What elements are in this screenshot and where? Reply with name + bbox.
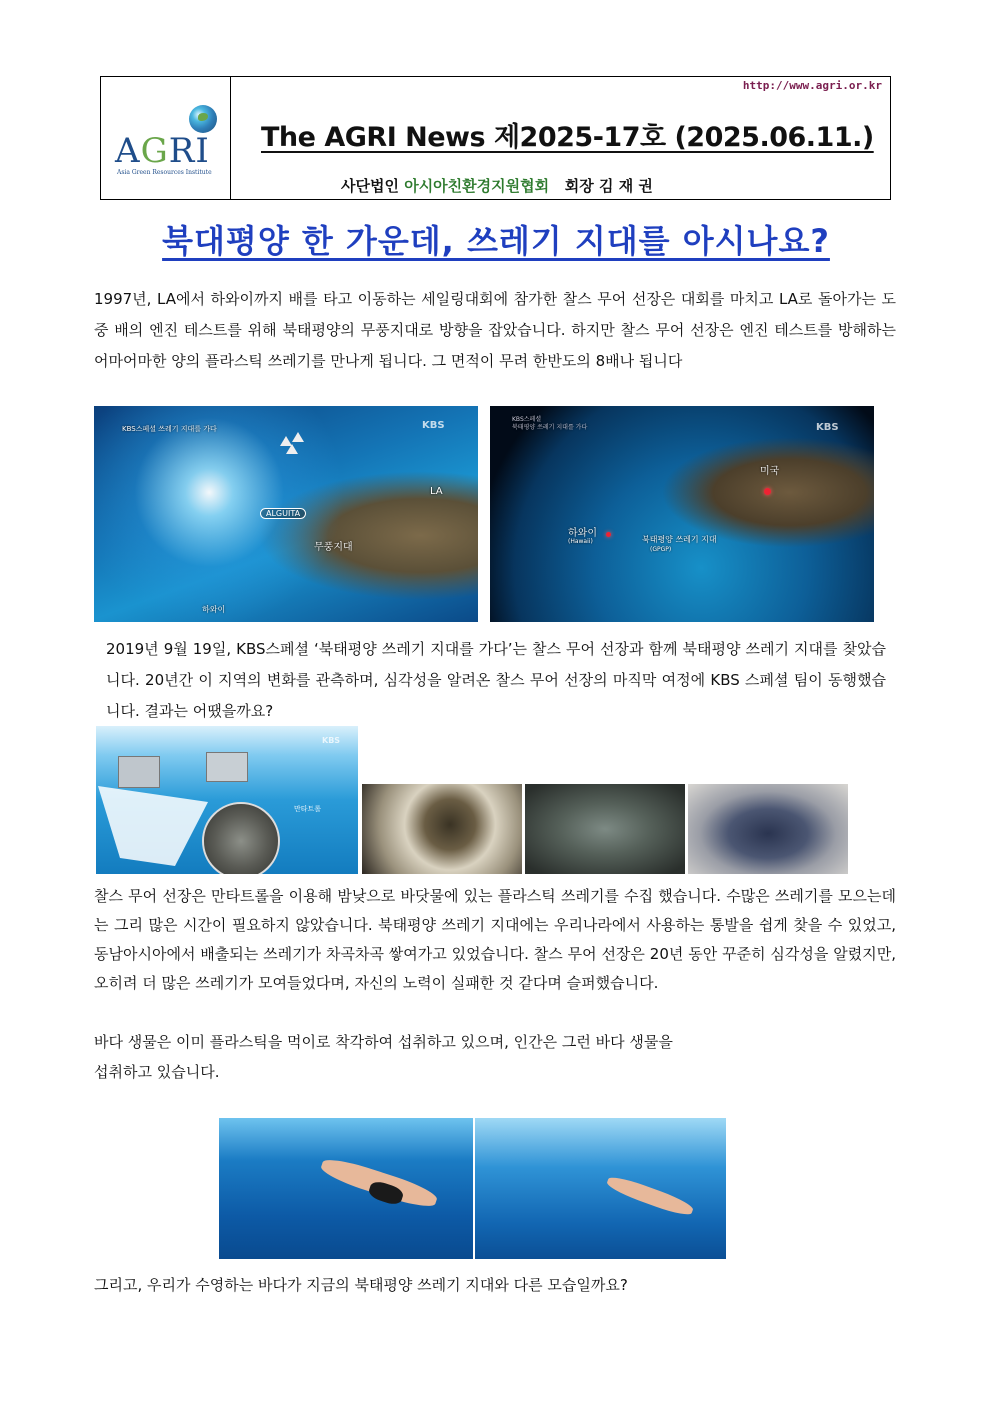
kbs-watermark: KBS bbox=[816, 422, 839, 433]
swimmer-image-1 bbox=[219, 1118, 473, 1259]
headline: 북대평양 한 가운데, 쓰레기 지대를 아시나요? bbox=[162, 222, 830, 260]
logo-subtitle: Asia Green Resources Institute bbox=[117, 169, 212, 176]
plastic-sample-inset bbox=[202, 802, 280, 874]
org-line bbox=[341, 175, 653, 196]
plastic-pile-image bbox=[688, 784, 848, 874]
map-caption: 북태평양 쓰레기 지대를 가다 bbox=[512, 424, 588, 431]
trawl-info-label: 만타트롤 bbox=[294, 805, 322, 813]
doldrums-label: 무풍지대 bbox=[314, 542, 353, 553]
gpgp-globe-image bbox=[490, 406, 874, 622]
hawaii-marker-icon bbox=[606, 532, 611, 537]
gpgp-en-label: (GPGP) bbox=[650, 546, 672, 553]
globe-icon bbox=[189, 105, 217, 133]
paragraph-kbs-special: 2019년 9월 19일, KBS스페셜 ‘북태평양 쓰레기 지대를 가다’는 찰스 무어 선장과 함께 북태평양 쓰레기 지대를 찾았습니다. 20년간 이 지역의 변화를 관측하며, 심각성을 알려온 찰스 무어 선장의 마직막 여정에 KBS 스페셜 팀이 동행했습니다. 결과는 어땠을까요? bbox=[106, 640, 886, 720]
news-title: The AGRI News 제2025-17호 (2025.06.11.) bbox=[261, 122, 874, 153]
paragraph-marine-life: 바다 생물은 이미 플라스틱을 먹이로 착각하여 섭취하고 있으며, 인간은 그런 바다 생물을 bbox=[94, 1033, 673, 1051]
trawl-net bbox=[98, 786, 208, 866]
hawaii-label: 하와이 bbox=[202, 605, 226, 614]
kbs-watermark: KBS bbox=[422, 420, 445, 431]
manta-trawl-image bbox=[96, 726, 358, 874]
map-caption: KBS스페셜 쓰레기 지대를 가다 bbox=[122, 425, 217, 433]
swimmer-figure bbox=[605, 1173, 695, 1219]
newsletter-header bbox=[100, 76, 891, 200]
ship-icon bbox=[292, 432, 304, 442]
ocean-map-image bbox=[94, 406, 478, 622]
swimmer-image-2 bbox=[475, 1118, 726, 1259]
website-link[interactable]: http://www.agri.or.kr bbox=[742, 79, 882, 92]
hawaii-en-label: (Hawaii) bbox=[568, 538, 593, 545]
paragraph-intro: 1997년, LA에서 하와이까지 배를 타고 이동하는 세일링대회에 참가한 찰스 무어 선장은 대회를 마치고 LA로 돌아가는 도중 배의 엔진 테스트를 위해 북태평양의 무풍지대로 방향을 잡았습니다. 하지만 찰스 무어 선장은 엔진 테스트를 방해하는 어마어마한 양의 플라스틱 쓰레기를 만나게 됩니다. 그 면적이 무려 한반도의 8배나 됩니다 bbox=[94, 290, 896, 370]
la-label: LA bbox=[430, 486, 443, 497]
alguita-tag: ALGUITA bbox=[260, 508, 306, 519]
president: 회장 김 재 권 bbox=[564, 177, 653, 195]
plastic-tray-image bbox=[525, 784, 685, 874]
trawl-frame bbox=[206, 752, 248, 782]
logo-cell bbox=[101, 77, 231, 199]
org-name: 아시아친환경지원협회 bbox=[404, 177, 550, 195]
paragraph-marine-life-cont: 섭취하고 있습니다. bbox=[94, 1063, 220, 1081]
trawl-frame bbox=[118, 756, 160, 788]
usa-label: 미국 bbox=[760, 466, 780, 477]
plastic-bowl-image bbox=[362, 784, 522, 874]
paragraph-closing: 그리고, 우리가 수영하는 바다가 지금의 북태평양 쓰레기 지대와 다른 모습일까요? bbox=[94, 1276, 628, 1294]
ship-icon bbox=[280, 436, 292, 446]
location-marker-icon bbox=[764, 488, 771, 495]
kbs-watermark: KBS bbox=[322, 736, 341, 745]
paragraph-collection: 찰스 무어 선장은 만타트롤을 이용해 밤낮으로 바닷물에 있는 플라스틱 쓰레기를 수집 했습니다. 수많은 쓰레기를 모으는데는 그리 많은 시간이 필요하지 않았습니다. 북태평양 쓰레기 지대에는 우리나라에서 사용하는 통발을 쉽게 찾을 수 있었고, 동남아시아에서 배출되는 쓰레기가 차곡차곡 쌓여가고 있었습니다. 찰스 무어 선장은 20년 동안 꾸준히 심각성을 알렸지만, 오히려 더 많은 쓰레기가 모여들었다며, 자신의 노력이 실패한 것 같다며 슬퍼했습니다. bbox=[94, 887, 896, 992]
map-caption-top: KBS스페셜 bbox=[512, 416, 542, 423]
hawaii-label: 하와이 bbox=[568, 528, 597, 539]
agri-logo: AGRI bbox=[115, 131, 210, 171]
gpgp-label: 북태평양 쓰레기 지대 bbox=[642, 535, 717, 544]
org-prefix: 사단법인 bbox=[341, 177, 399, 195]
